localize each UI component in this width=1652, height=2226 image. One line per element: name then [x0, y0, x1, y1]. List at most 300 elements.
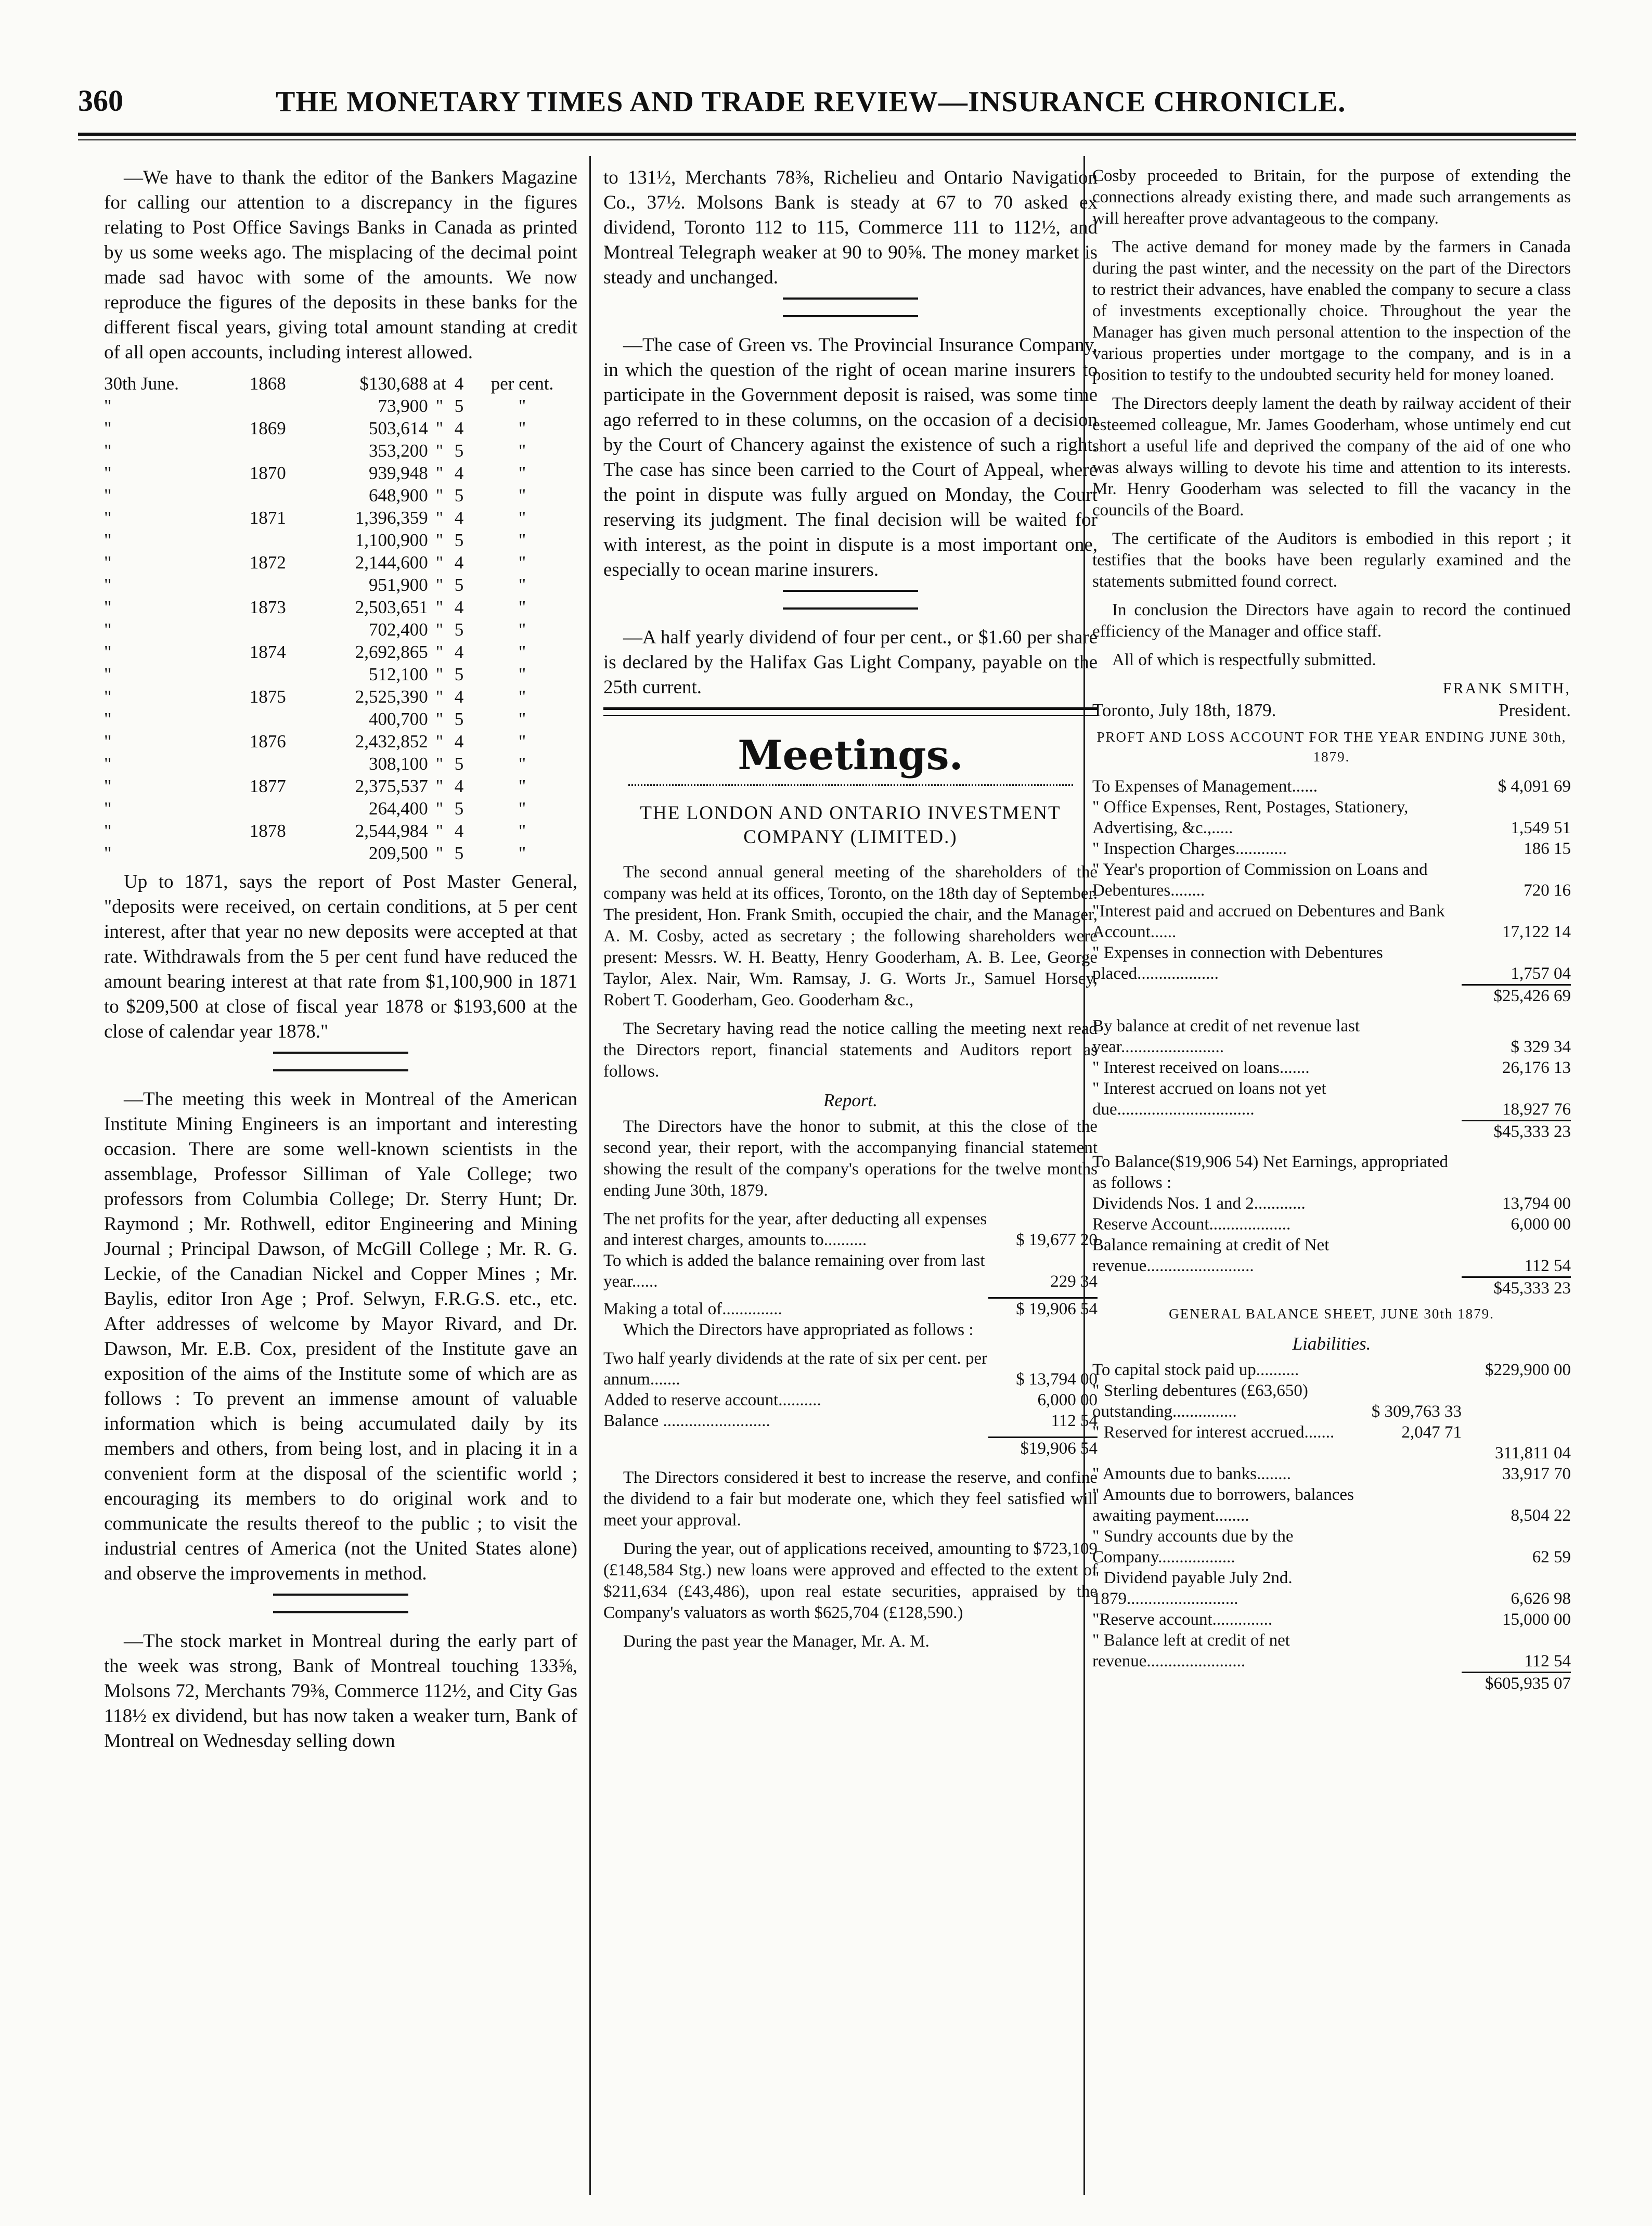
deposit-unit: " — [518, 843, 526, 863]
pl-revenue-row-label: By balance at credit of net revenue last year........................ — [1092, 1017, 1360, 1056]
deposit-unit: " — [518, 619, 526, 640]
deposit-date: " — [104, 709, 112, 729]
deposit-at: " — [435, 642, 444, 662]
pl-revenue-row-label: " Interest received on loans....... — [1092, 1058, 1310, 1077]
appropriation-row-amount: 112 54 — [1051, 1412, 1098, 1430]
bs-label: " Amounts due to banks........ — [1092, 1465, 1291, 1483]
deposit-unit: " — [518, 508, 526, 528]
deposit-amount: 2,525,390 — [355, 687, 428, 707]
deposit-row — [104, 507, 577, 529]
pl-appropriation-row-amount: 13,794 00 — [1502, 1194, 1571, 1213]
pl-appropriation-row-label: To Balance($19,906 54) Net Earnings, appropriated as follows : — [1092, 1153, 1449, 1192]
stock-market-continued: to 131½, Merchants 78⅜, Richelieu and Ontario Navigation Co., 37½. Molsons Bank is steady at 67 to 70 asked ex dividend, Toronto 112 to 115, Commerce 111 to 112½, and Montreal Telegraph weaker at 90 to 90⅝. The money market is steady and unchanged. — [603, 167, 1098, 288]
bs-amount: 15,000 00 — [1502, 1610, 1571, 1629]
deposit-date: " — [104, 508, 112, 528]
deposit-unit: " — [518, 418, 526, 438]
reserve-para: The Directors considered it best to increase the reserve, and confine the dividend to a fair but moderate one, which they feel satisfied will meet your approval. — [603, 1468, 1098, 1530]
pl-total3-table — [1092, 1276, 1571, 1299]
bs-sub-amount: 2,047 71 — [1401, 1423, 1462, 1442]
deposit-rate: 4 — [454, 463, 464, 483]
total-amount: $ 19,906 54 — [988, 1298, 1098, 1320]
deposit-date: 30th June. — [104, 373, 179, 394]
deposit-date: " — [104, 552, 112, 573]
deposit-year — [236, 439, 300, 462]
deposit-at: " — [435, 441, 444, 461]
deposit-row — [104, 551, 577, 574]
deposit-year: 1874 — [249, 642, 286, 662]
deposit-date: " — [104, 619, 112, 640]
deposit-amount: 2,544,984 — [355, 821, 428, 841]
deposit-amount: 400,700 — [368, 709, 428, 729]
appropriations-table — [603, 1348, 1098, 1431]
deposit-amount: 2,432,852 — [355, 731, 428, 752]
page-number: 360 — [78, 84, 123, 118]
deposit-row — [104, 708, 577, 730]
bs-label: " Sterling debentures (£63,650) outstanding............... — [1092, 1381, 1308, 1421]
bs-amount — [1462, 1422, 1571, 1443]
deposit-row — [104, 596, 577, 618]
report-intro-para: The Directors have the honor to submit, at this the close of the second year, their report, with the accompanying financial statement showing the result of the company's operations for the twelve months ending June 30th, 1879. — [603, 1117, 1098, 1200]
deposit-date: " — [104, 642, 112, 662]
signature-title: President. — [1498, 700, 1571, 720]
bs-label: " Amounts due to borrowers, balances awaiting payment........ — [1092, 1485, 1354, 1525]
manager-para: During the past year the Manager, Mr. A. M. — [623, 1632, 930, 1651]
deposit-amount: 2,375,537 — [355, 776, 428, 796]
deposit-at: " — [435, 619, 444, 640]
deposit-year: 1869 — [249, 418, 286, 438]
secretary-para: The Secretary having read the notice calling the meeting next read the Directors report, financial statements and Auditors report as follows. — [603, 1019, 1098, 1081]
loans-para: During the year, out of applications received, amounting to $723,109 (£148,584 Stg.) new loans were approved and effected to the extent of $211,634 (£43,486), upon real estate securities, appraised by the Company's valuators as worth $625,704 (£128,590.) — [603, 1539, 1098, 1622]
deposit-date: " — [104, 530, 112, 550]
deposit-row — [104, 439, 577, 462]
signer-name: FRANK SMITH, — [1442, 680, 1571, 697]
wavy-rule — [628, 784, 1073, 786]
deposit-amount: 264,400 — [368, 798, 428, 819]
signature-line — [1092, 699, 1571, 722]
deposit-at: " — [435, 530, 444, 550]
bankers-magazine-note: —We have to thank the editor of the Bankers Magazine for calling our attention to a discrepancy in the figures relating to Post Office Savings Banks in Canada as printed by us some weeks ago. The misplacing of the decimal point made sad havoc with some of the amounts. We now reproduce the figures of the deposits in these banks for the different fiscal years, giving total amount standing at credit of all open accounts, including interest allowed. — [104, 167, 577, 363]
appropriation-row-label: Balance ......................... — [603, 1412, 770, 1430]
deposit-year — [236, 484, 300, 507]
deposit-unit: " — [518, 575, 526, 595]
bs-amount: 8,504 22 — [1511, 1506, 1571, 1525]
deposit-unit: " — [518, 396, 526, 416]
deposit-amount: 2,692,865 — [355, 642, 428, 662]
deposit-rate: 4 — [454, 418, 464, 438]
pl-expense-row — [1092, 901, 1571, 942]
deposit-unit: " — [518, 798, 526, 819]
profit-row — [603, 1250, 1098, 1292]
profit-row-label: To which is added the balance remaining over from last year...... — [603, 1251, 985, 1291]
pl-appropriation-row — [1092, 1151, 1571, 1193]
bs-sub-amount — [1363, 1443, 1462, 1464]
deposit-row — [104, 641, 577, 663]
deposit-rate: 5 — [454, 664, 464, 684]
profit-row-amount: 229 34 — [1050, 1272, 1098, 1291]
section-rule — [603, 707, 1098, 716]
bs-amount: 311,811 04 — [1494, 1444, 1571, 1463]
deposit-row — [104, 618, 577, 641]
page-header — [78, 83, 1576, 125]
deposit-row — [104, 797, 577, 820]
demand-para: The active demand for money made by the farmers in Canada during the past winter, and the necessity on the part of the Directors to restrict their advances, have enabled the company to secure a class of investments exceptionally choice. Throughout the year the Manager has given much personal attention to the inspection of the various properties under mortgage to the company, and is in a position to testify to the undoubted security held for money loaned. — [1092, 238, 1571, 384]
deposit-row — [104, 529, 577, 551]
pl-expense-row — [1092, 859, 1571, 901]
pl-appropriation-row — [1092, 1193, 1571, 1214]
pl-appropriation-row-label: Dividends Nos. 1 and 2............ — [1092, 1194, 1306, 1213]
deposit-unit: " — [518, 463, 526, 483]
deposit-year — [236, 529, 300, 551]
deposit-year — [236, 395, 300, 417]
bs-total-table — [1092, 1672, 1571, 1694]
deposit-unit: " — [518, 642, 526, 662]
signature-place: Toronto, July 18th, 1879. — [1092, 700, 1276, 720]
deposit-unit: " — [518, 530, 526, 550]
pl-revenue-row-amount: 26,176 13 — [1502, 1058, 1571, 1077]
deposit-rate: 4 — [454, 597, 464, 617]
deposit-unit: " — [518, 597, 526, 617]
company-heading: THE LONDON AND ONTARIO INVESTMENT COMPANY (LIMITED.) — [640, 803, 1061, 848]
deposit-rate: 4 — [454, 642, 464, 662]
pl-expense-row-amount: 17,122 14 — [1502, 923, 1571, 941]
deposit-row — [104, 417, 577, 439]
deposit-year: 1875 — [249, 687, 286, 707]
bs-total: $605,935 07 — [1462, 1673, 1571, 1694]
bs-label: " Dividend payable July 2nd. 1879.......................... — [1092, 1569, 1293, 1608]
deposit-unit: " — [518, 552, 526, 573]
header-rule-thin — [78, 139, 1576, 140]
pl-revenue-row — [1092, 1057, 1571, 1078]
deposit-rate: 4 — [454, 508, 464, 528]
header-rule-thick — [78, 133, 1576, 136]
deposit-at: " — [435, 776, 444, 796]
column-divider-1 — [589, 156, 591, 2195]
deposit-at: " — [435, 418, 444, 438]
deposit-at: " — [435, 485, 444, 506]
deposit-rate: 4 — [454, 687, 464, 707]
deposit-rate: 4 — [454, 821, 464, 841]
deposit-date: " — [104, 396, 112, 416]
pl-expense-row-label: " Inspection Charges............ — [1092, 839, 1287, 858]
pl-revenue-row-amount: $ 329 34 — [1511, 1038, 1571, 1056]
deposit-date: " — [104, 843, 112, 863]
deposit-amount: 1,100,900 — [355, 530, 428, 550]
deposit-row — [104, 574, 577, 596]
profits-table — [603, 1209, 1098, 1292]
deposit-rate: 4 — [454, 731, 464, 752]
deposit-rate: 5 — [454, 530, 464, 550]
pl-total-2: $45,333 23 — [1462, 1121, 1571, 1143]
deposit-amount: 2,503,651 — [355, 597, 428, 617]
separator-rule — [273, 1594, 408, 1613]
deposit-row — [104, 395, 577, 417]
running-title: THE MONETARY TIMES AND TRADE REVIEW—INSURANCE CHRONICLE. — [276, 86, 1346, 118]
deposit-at: " — [435, 821, 444, 841]
deposit-at: " — [435, 552, 444, 573]
deposit-rate: 4 — [454, 776, 464, 796]
appropriation-row-amount: 6,000 00 — [1037, 1391, 1098, 1409]
green-vs-provincial-para: —The case of Green vs. The Provincial Insurance Company, in which the question of the right of ocean marine insurers to participate in the Government deposit is raised, was some time ago referred to in these columns, on the occasion of a decision by the Court of Chancery against the existence of such a right. The case has since been carried to the Court of Appeal, where the point in dispute was fully argued on Monday, the Court reserving its judgment. The final decision will be waited for with interest, as the point in dispute is a most important one, especially to ocean marine insurers. — [603, 334, 1098, 580]
deposit-rate: 4 — [454, 373, 464, 394]
deposit-at: " — [435, 396, 444, 416]
stock-market-para: —The stock market in Montreal during the early part of the week was strong, Bank of Montreal touching 133⅝, Molsons 72, Merchants 79⅜, Commerce 112½, and City Gas 118½ ex dividend, but has now taken a weaker turn, Bank of Montreal on Wednesday selling down — [104, 1630, 577, 1752]
deposit-date: " — [104, 575, 112, 595]
profit-row-label: The net profits for the year, after deducting all expenses and interest charges, amounts to.......... — [603, 1210, 987, 1249]
bs-sub-amount — [1363, 1630, 1462, 1672]
separator-rule — [783, 297, 918, 317]
pl-expense-row — [1092, 942, 1571, 984]
pl-expense-row-label: " Office Expenses, Rent, Postages, Stationery, Advertising, &c.,..... — [1092, 798, 1409, 837]
profit-row — [603, 1209, 1098, 1250]
appropriation-row — [603, 1348, 1098, 1390]
deposit-year: 1868 — [249, 373, 286, 394]
balance-sheet-row — [1092, 1526, 1571, 1568]
bs-sub-amount — [1363, 1464, 1462, 1484]
deposit-year: 1873 — [249, 597, 286, 617]
column-1 — [104, 165, 577, 2204]
halifax-gas-dividend-para: —A half yearly dividend of four per cent., or $1.60 per share is declared by the Halifax Gas Light Company, payable on the 25th current. — [603, 627, 1098, 698]
auditors-para: The certificate of the Auditors is embodied in this report ; it testifies that the books have been regularly examined and the statements submitted found correct. — [1092, 529, 1571, 591]
pl-appropriations-table — [1092, 1151, 1571, 1276]
deposit-unit: " — [518, 441, 526, 461]
deposit-year — [236, 574, 300, 596]
deposit-unit: " — [518, 731, 526, 752]
bs-sub-amount — [1363, 1360, 1462, 1380]
balance-sheet-row — [1092, 1568, 1571, 1609]
column-2 — [603, 165, 1098, 2204]
pl-appropriation-row-label: Balance remaining at credit of Net revenue......................... — [1092, 1236, 1330, 1275]
balance-sheet-row — [1092, 1464, 1571, 1484]
pl-revenue-row — [1092, 1078, 1571, 1120]
pl-expense-row — [1092, 797, 1571, 838]
deposit-unit: " — [518, 485, 526, 506]
deposit-date: " — [104, 441, 112, 461]
meetings-section-title: Meetings. — [738, 732, 963, 779]
deposit-year — [236, 842, 300, 864]
appropriation-row — [603, 1410, 1098, 1431]
bs-label: " Sundry accounts due by the Company.................. — [1092, 1527, 1294, 1567]
deposit-row — [104, 730, 577, 753]
pl-expense-row-label: "Interest paid and accrued on Debentures and Bank Account...... — [1092, 902, 1445, 941]
deposit-row — [104, 753, 577, 775]
pl-total-3: $45,333 23 — [1462, 1277, 1571, 1299]
bs-label: "Reserve account.............. — [1092, 1610, 1273, 1629]
deposit-year — [236, 708, 300, 730]
deposit-at: " — [435, 731, 444, 752]
deposit-year: 1878 — [249, 821, 286, 841]
appropriated-label: Which the Directors have appropriated as follows : — [623, 1321, 974, 1339]
deposit-date: " — [104, 597, 112, 617]
gooderham-para: The Directors deeply lament the death by railway accident of their esteemed colleague, Mr. James Gooderham, whose untimely end cut short a useful life and deprived the company of the aid of one who was always willing to devote his time and attention to its interests. Mr. Henry Gooderham was selected to fill the vacancy in the councils of the Board. — [1092, 394, 1571, 520]
pl-total1-table — [1092, 984, 1571, 1016]
deposit-at: " — [435, 709, 444, 729]
bs-label: " Balance left at credit of net revenue....................... — [1092, 1631, 1290, 1671]
pl-expense-row-label: " Year's proportion of Commission on Loans and Debentures........ — [1092, 860, 1428, 900]
bs-amount: 33,917 70 — [1502, 1465, 1571, 1483]
deposit-year: 1876 — [249, 731, 286, 752]
appropriation-row-amount: $ 13,794 00 — [1016, 1370, 1098, 1389]
appropriation-row-label: Two half yearly dividends at the rate of six per cent. per annum....... — [603, 1349, 988, 1389]
profit-row-amount: $ 19,677 20 — [1016, 1231, 1098, 1249]
profit-loss-heading: PROFT AND LOSS ACCOUNT FOR THE YEAR ENDING JUNE 30th, 1879. — [1096, 729, 1567, 765]
deposit-at: " — [435, 798, 444, 819]
deposit-date: " — [104, 754, 112, 774]
deposit-amount: $130,688 — [359, 373, 428, 394]
cosby-para: Cosby proceeded to Britain, for the purpose of extending the connections already existing there, and made such arrangements as will hereafter prove advantageous to the company. — [1092, 166, 1571, 228]
bs-sub-amount: $ 309,763 33 — [1371, 1402, 1462, 1421]
deposit-year — [236, 797, 300, 820]
deposit-unit: " — [518, 664, 526, 684]
bs-label: To capital stock paid up.......... — [1092, 1361, 1299, 1379]
deposit-rate: 5 — [454, 619, 464, 640]
pl-appropriation-row — [1092, 1235, 1571, 1276]
bs-label: " Reserved for interest accrued....... — [1092, 1423, 1335, 1442]
bs-amount: 6,626 98 — [1511, 1589, 1571, 1608]
deposit-row — [104, 663, 577, 685]
pl-total-1: $25,426 69 — [1462, 985, 1571, 1007]
deposit-amount: 939,948 — [368, 463, 428, 483]
deposit-rate: 5 — [454, 709, 464, 729]
deposit-row — [104, 685, 577, 708]
deposit-unit: " — [518, 776, 526, 796]
deposit-amount: 503,614 — [368, 418, 428, 438]
liabilities-title: Liabilities. — [1292, 1334, 1371, 1354]
deposit-rate: 5 — [454, 575, 464, 595]
balance-sheet-row — [1092, 1360, 1571, 1380]
deposit-row — [104, 842, 577, 864]
pl-appropriation-row-amount — [1462, 1151, 1571, 1193]
pl-appropriation-row-amount: 112 54 — [1524, 1257, 1571, 1275]
deposit-amount: 353,200 — [368, 441, 428, 461]
deposit-row — [104, 820, 577, 842]
pl-expense-row-amount: $ 4,091 69 — [1498, 777, 1571, 796]
deposit-at: " — [435, 754, 444, 774]
total-table — [603, 1297, 1098, 1319]
balance-sheet-table — [1092, 1360, 1571, 1672]
pl-revenue-table — [1092, 1016, 1571, 1120]
deposit-year: 1872 — [249, 552, 286, 573]
deposit-unit: per cent. — [491, 373, 554, 394]
deposit-amount: 951,900 — [368, 575, 428, 595]
pl-expense-row — [1092, 776, 1571, 797]
deposits-table — [104, 372, 577, 864]
deposit-row — [104, 462, 577, 484]
appropriation-row-label: Added to reserve account.......... — [603, 1391, 821, 1409]
total-label: Making a total of.............. — [603, 1300, 782, 1318]
deposit-amount: 308,100 — [368, 754, 428, 774]
deposit-unit: " — [518, 709, 526, 729]
deposit-year: 1870 — [249, 463, 286, 483]
deposit-year — [236, 753, 300, 775]
deposit-unit: " — [518, 754, 526, 774]
deposit-rate: 5 — [454, 843, 464, 863]
deposit-rate: 4 — [454, 552, 464, 573]
deposit-date: " — [104, 485, 112, 506]
deposit-rate: 5 — [454, 798, 464, 819]
deposit-date: " — [104, 731, 112, 752]
deposit-year: 1871 — [249, 508, 286, 528]
deposit-date: " — [104, 821, 112, 841]
pl-revenue-row — [1092, 1016, 1571, 1057]
deposit-amount: 73,900 — [378, 396, 428, 416]
deposit-year — [236, 663, 300, 685]
pl-expense-row-amount: 720 16 — [1524, 881, 1571, 900]
deposit-year: 1877 — [249, 776, 286, 796]
deposit-row — [104, 775, 577, 797]
deposit-at: " — [435, 508, 444, 528]
pl-expense-row-label: " Expenses in connection with Debentures placed................... — [1092, 943, 1383, 983]
pl-appropriation-row-amount: 6,000 00 — [1511, 1215, 1571, 1234]
bs-sub-amount — [1363, 1484, 1462, 1526]
conclusion-para: In conclusion the Directors have again to record the continued efficiency of the Manager and office staff. — [1092, 601, 1571, 641]
bs-amount: 112 54 — [1524, 1652, 1571, 1671]
bs-amount: $229,900 00 — [1485, 1361, 1571, 1379]
pl-expense-row-amount: 1,549 51 — [1511, 819, 1571, 837]
deposit-at: " — [435, 664, 444, 684]
deposit-row — [104, 484, 577, 507]
deposit-at: " — [435, 575, 444, 595]
deposit-date: " — [104, 687, 112, 707]
deposit-at: " — [435, 843, 444, 863]
submitted-para: All of which is respectfully submitted. — [1112, 651, 1376, 669]
pl-expense-row-label: To Expenses of Management...... — [1092, 777, 1318, 796]
deposit-unit: " — [518, 821, 526, 841]
deposit-date: " — [104, 798, 112, 819]
postmaster-report-para: Up to 1871, says the report of Post Master General, "deposits were received, on certain conditions, at 5 per cent interest, after that year no new deposits were accepted at that rate. Withdrawals from the 5 per cent fund have reduced the amount bearing interest at that rate from $1,100,900 in 1871 to $209,500 at close of fiscal year 1878 or $193,600 at the close of calendar year 1878." — [104, 871, 577, 1042]
bs-label — [1092, 1443, 1363, 1464]
balance-sheet-row — [1092, 1609, 1571, 1630]
report-title: Report. — [823, 1090, 877, 1110]
pl-expense-row — [1092, 838, 1571, 859]
bs-sub-amount — [1363, 1526, 1462, 1568]
deposit-date: " — [104, 418, 112, 438]
appropriation-row — [603, 1390, 1098, 1410]
deposit-rate: 5 — [454, 441, 464, 461]
bs-sub-amount — [1363, 1609, 1462, 1630]
pl-appropriation-row — [1092, 1214, 1571, 1235]
deposit-rate: 5 — [454, 396, 464, 416]
deposit-amount: 512,100 — [368, 664, 428, 684]
deposit-amount: 648,900 — [368, 485, 428, 506]
deposit-at: " — [435, 597, 444, 617]
deposit-amount: 209,500 — [368, 843, 428, 863]
approp-total-table — [603, 1436, 1098, 1459]
deposit-date: " — [104, 463, 112, 483]
deposit-unit: " — [518, 687, 526, 707]
deposit-amount: 2,144,600 — [355, 552, 428, 573]
bs-sub-amount — [1363, 1568, 1462, 1609]
pl-revenue-row-amount: 18,927 76 — [1502, 1100, 1571, 1119]
deposit-rate: 5 — [454, 754, 464, 774]
bs-amount: 62 59 — [1532, 1548, 1571, 1567]
deposit-rate: 5 — [454, 485, 464, 506]
deposit-at: " — [435, 463, 444, 483]
deposit-year — [236, 618, 300, 641]
pl-total2-table — [1092, 1120, 1571, 1151]
balance-sheet-heading: GENERAL BALANCE SHEET, JUNE 30th 1879. — [1169, 1306, 1494, 1322]
deposit-row — [104, 372, 577, 395]
separator-rule — [783, 590, 918, 610]
balance-sheet-row — [1092, 1380, 1571, 1422]
deposit-at: at — [433, 373, 446, 394]
pl-expense-row-amount: 186 15 — [1524, 839, 1571, 858]
mining-engineers-para: —The meeting this week in Montreal of the American Institute Mining Engineers is an important and interesting occasion. There are some well-known scientists in the assemblage, Professor Silliman of Yale College; two professors from Columbia College; Dr. Sterry Hunt; Dr. Raymond ; Mr. Rothwell, editor Engineering and Mining Journal ; Principal Dawson, of McGill College ; Mr. R. G. Leckie, of the Canadian Nickel and Copper Mines ; Mr. Baylis, editor Iron Age ; Prof. Selwyn, F.R.G.S. etc., etc. After addresses of welcome by Mayor Rivard, and Dr. Dawson, Mr. E.B. Cox, president of the Institute gave an exposition of the aims of the Institute some of which are as follows : To prevent an immense amount of valuable information which is being accumulated daily by its members and others, from being lost, and in placing it in a convenient form at the disposal of the scientific world ; encouraging its members to do original work and to communicate the results thereof to the public ; to visit the industrial centres of America (not the United States alone) and observe the improvements in method. — [104, 1089, 577, 1584]
balance-sheet-row — [1092, 1443, 1571, 1464]
deposit-amount: 702,400 — [368, 619, 428, 640]
bs-amount — [1462, 1380, 1571, 1422]
balance-sheet-row — [1092, 1484, 1571, 1526]
deposit-date: " — [104, 776, 112, 796]
